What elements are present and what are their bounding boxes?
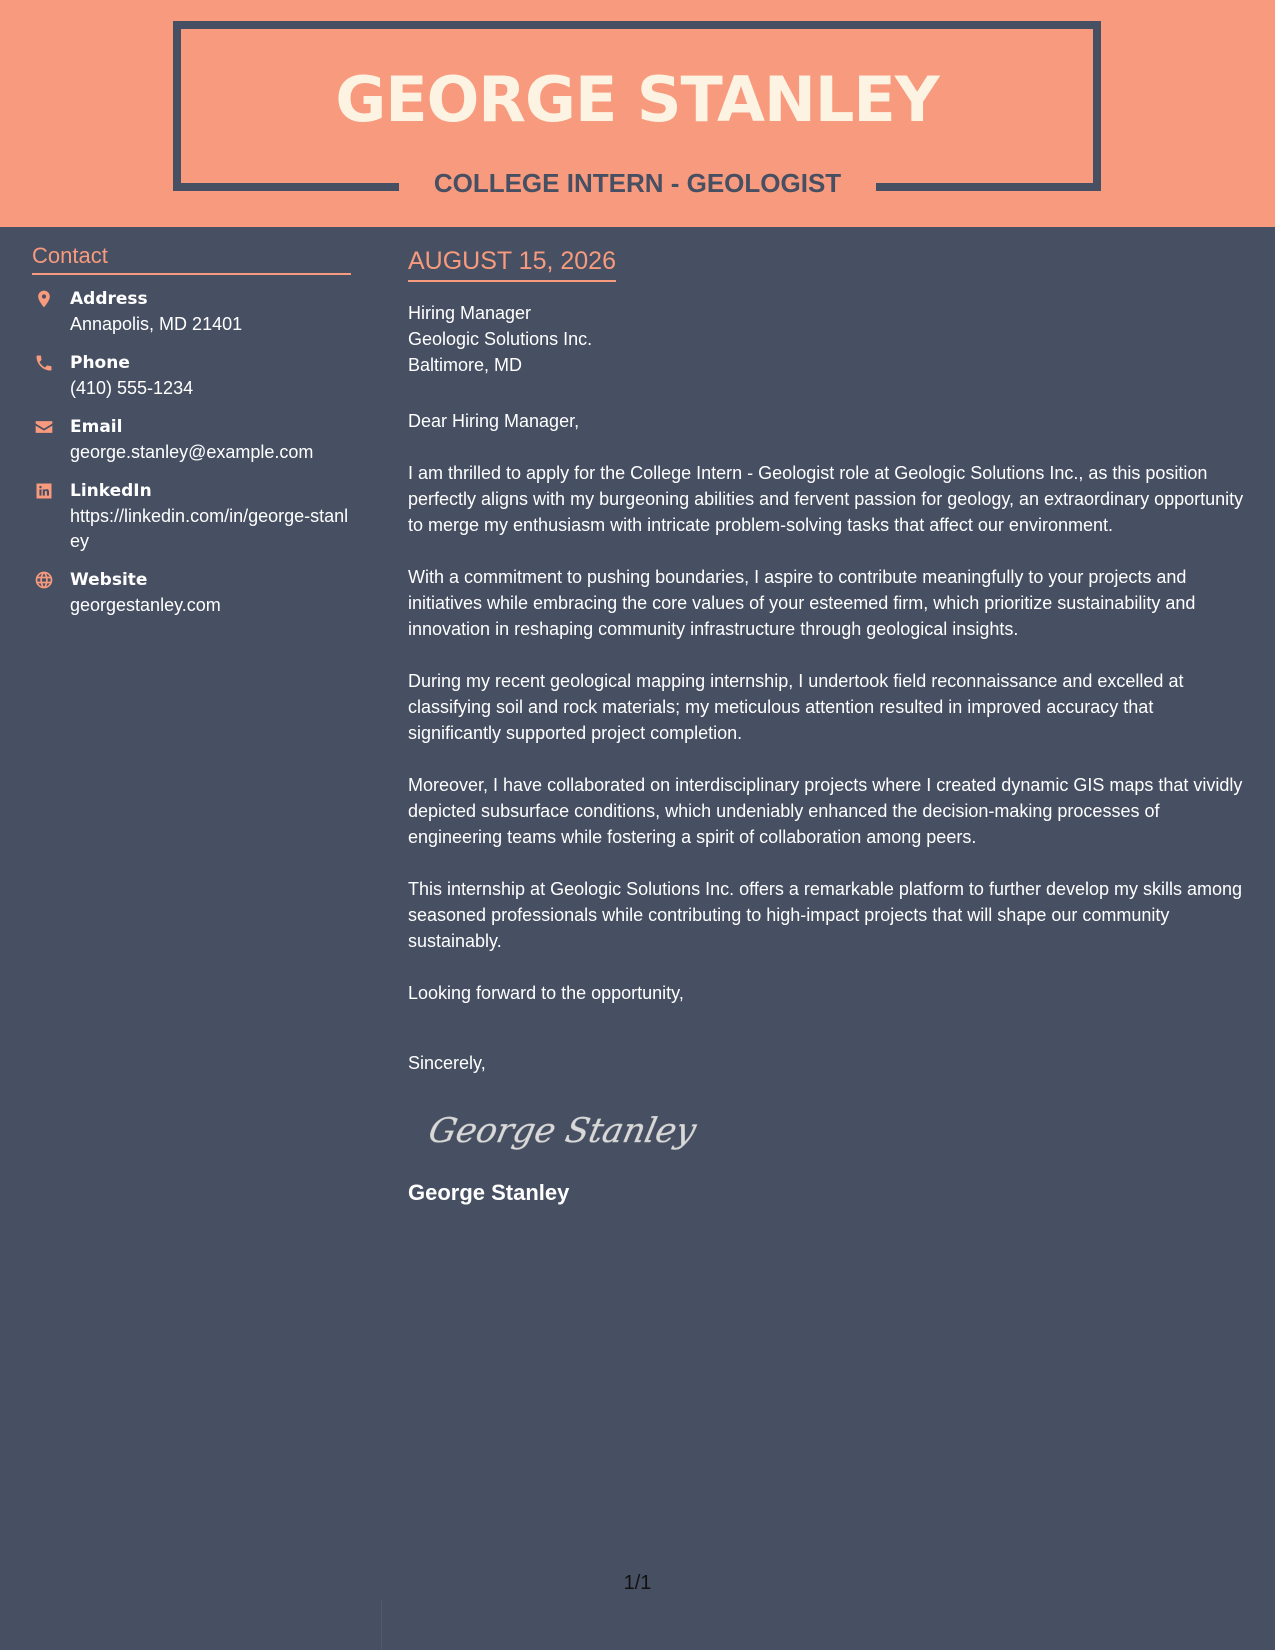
contact-value: https://linkedin.com/in/george-stanley	[70, 506, 349, 551]
letter-paragraph: Moreover, I have collaborated on interdisciplinary projects where I created dynamic GIS maps that vividly depicted subsurface conditions, which undeniably enhanced the decision-making processes of engineering teams while fostering a spirit of collaboration among peers.	[408, 775, 1243, 847]
sign-off: Sincerely,	[408, 1053, 486, 1073]
contact-value: george.stanley@example.com	[70, 442, 314, 462]
signed-name: George Stanley	[408, 1180, 570, 1205]
header-frame-bottom-right	[876, 183, 1101, 191]
letter-body	[408, 244, 1244, 1208]
job-title: COLLEGE INTERN - GEOLOGIST	[433, 168, 842, 198]
contact-item-address	[32, 287, 351, 337]
envelope-icon	[34, 417, 56, 439]
letter-paragraph: I am thrilled to apply for the College Intern - Geologist role at Geologic Solutions Inc., as this position perfectly aligns with my burgeoning abilities and fervent passion for geology, an extraordinary opportunity to merge my enthusiasm with intricate problem-solving tasks that affect our environment.	[408, 463, 1244, 535]
contact-label: Email	[70, 417, 123, 437]
contact-heading: Contact	[32, 242, 351, 275]
contact-item-email	[32, 415, 351, 465]
recipient-line: Baltimore, MD	[408, 355, 523, 375]
contact-item-phone	[32, 351, 351, 401]
signature-text: George Stanley	[425, 1111, 700, 1151]
location-pin-icon	[34, 289, 56, 311]
recipient-line: Geologic Solutions Inc.	[408, 329, 593, 349]
contact-label: Website	[70, 570, 148, 590]
contact-value: Annapolis, MD 21401	[70, 314, 243, 334]
contact-sidebar	[32, 242, 351, 632]
applicant-name: GEORGE STANLEY	[335, 63, 939, 136]
recipient-block	[408, 300, 1244, 378]
letter-paragraph: With a commitment to pushing boundaries, I aspire to contribute meaningfully to your projects and initiatives while embracing the core values of your esteemed firm, which prioritize sustainability and innovation in reshaping community infrastructure through geological insights.	[408, 567, 1196, 639]
header-frame-bottom-left	[173, 183, 399, 191]
contact-list	[32, 287, 351, 618]
salutation: Dear Hiring Manager,	[408, 411, 580, 431]
contact-value: georgestanley.com	[70, 595, 221, 615]
contact-item-website	[32, 568, 351, 618]
contact-item-linkedin	[32, 479, 351, 554]
globe-icon	[34, 570, 56, 592]
closing-line: Looking forward to the opportunity,	[408, 983, 684, 1003]
contact-label: LinkedIn	[70, 481, 152, 501]
linkedin-icon	[34, 481, 56, 503]
column-divider	[381, 1600, 382, 1650]
contact-label: Address	[70, 289, 148, 309]
recipient-line: Hiring Manager	[408, 303, 532, 323]
phone-icon	[34, 353, 56, 375]
page-number: 1/1	[623, 1572, 652, 1594]
contact-value: (410) 555-1234	[70, 378, 194, 398]
contact-label: Phone	[70, 353, 130, 373]
letter-paragraph: This internship at Geologic Solutions Inc. offers a remarkable platform to further develop my skills among seasoned professionals while contributing to high-impact projects that will shape our community sustainably.	[408, 879, 1243, 951]
handwritten-signature	[424, 1100, 1244, 1160]
header-banner	[0, 0, 1275, 227]
letter-paragraph: During my recent geological mapping internship, I undertook field reconnaissance and excelled at classifying soil and rock materials; my meticulous attention resulted in improved accuracy that significantly supported project completion.	[408, 671, 1184, 743]
letter-date: AUGUST 15, 2026	[408, 244, 616, 282]
